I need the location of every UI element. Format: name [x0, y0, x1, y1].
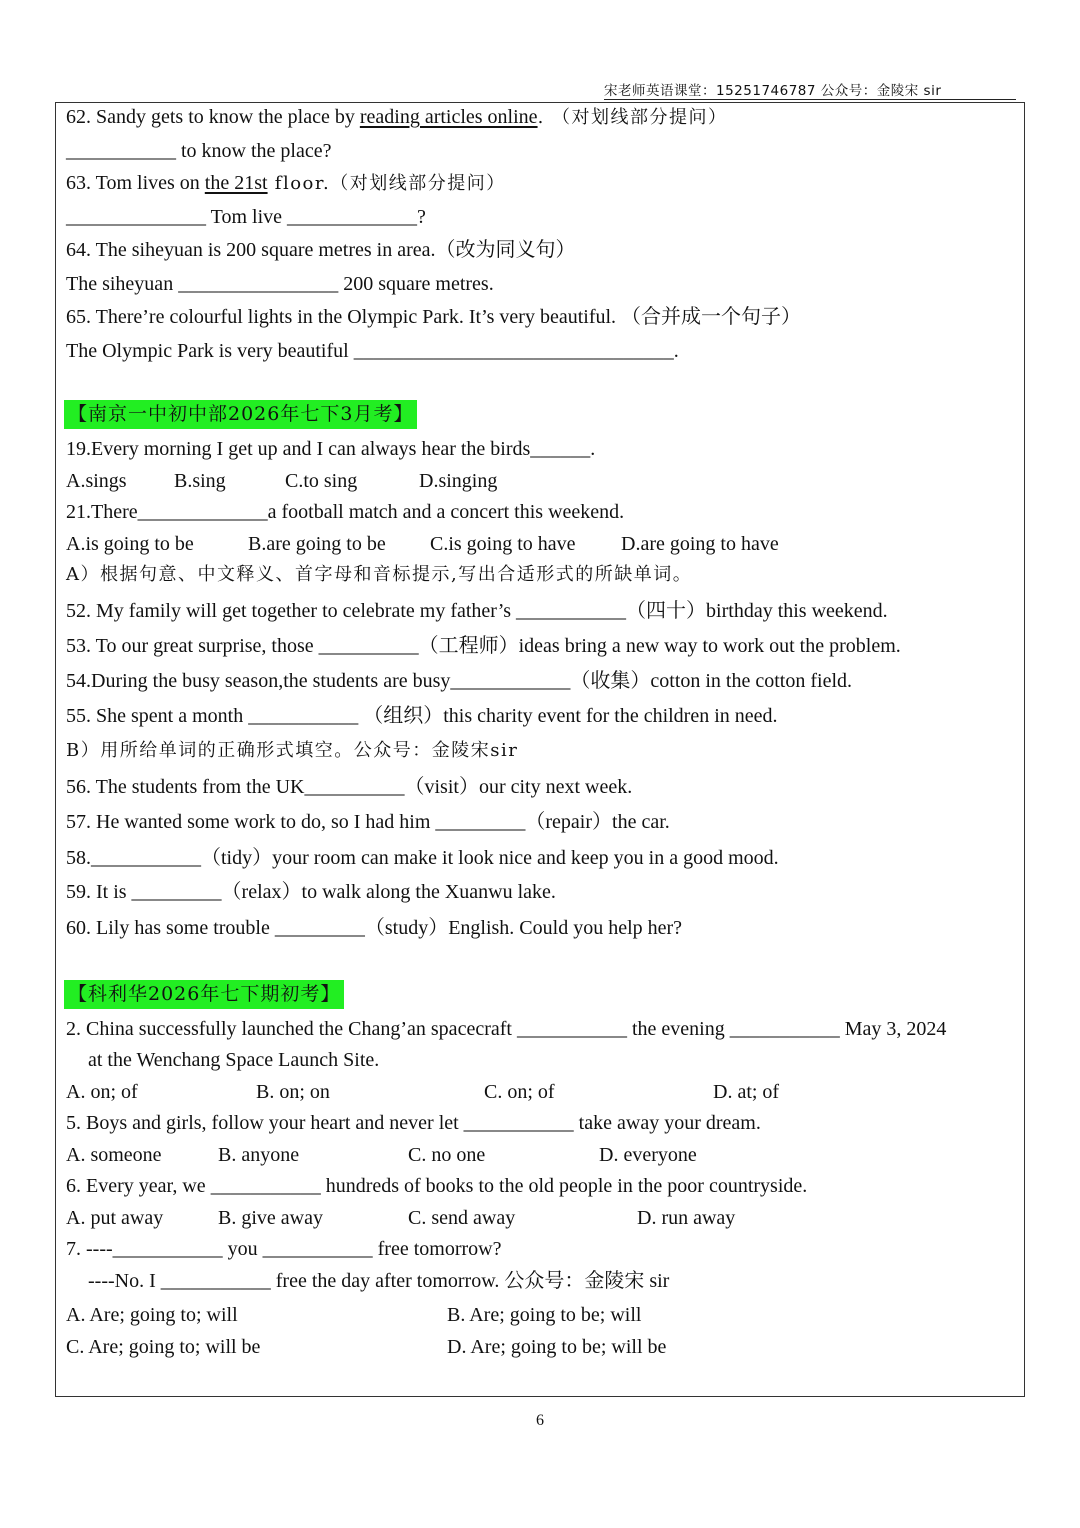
- question-54: 54.During the busy season,the students are busy____________（收集）cotton in the cotton field.: [66, 670, 853, 692]
- header-rule: [604, 99, 1016, 100]
- q21-option-d: D.are going to have: [621, 533, 779, 555]
- q7-option-d: D. Are; going to be; will be: [447, 1336, 667, 1358]
- q62-pre: 62. Sandy gets to know the place by: [66, 106, 360, 128]
- question-57: 57. He wanted some work to do, so I had him _________（repair）the car.: [66, 811, 670, 833]
- q6-option-c: C. send away: [408, 1207, 516, 1229]
- q62-underlined: reading articles online: [359, 106, 538, 128]
- question-60: 60. Lily has some trouble _________（study）English. Could you help her?: [66, 917, 683, 939]
- question-19: 19.Every morning I get up and I can always hear the birds______.: [66, 438, 596, 460]
- q2-option-a: A. on; of: [66, 1081, 138, 1103]
- question-63: [66, 170, 506, 197]
- q21-option-b: B.are going to be: [248, 533, 386, 555]
- q19-option-d: D.singing: [419, 470, 498, 492]
- q5-option-b: B. anyone: [218, 1144, 300, 1166]
- q63-pre: 63. Tom lives on: [66, 172, 205, 194]
- q19-option-b: B.sing: [174, 470, 226, 492]
- question-65-answer: The Olympic Park is very beautiful ________________________________.: [66, 340, 679, 362]
- q63-post: floor.（对划线部分提问）: [267, 173, 506, 194]
- q21-option-c: C.is going to have: [430, 533, 576, 555]
- q5-option-a: A. someone: [66, 1144, 162, 1166]
- question-2-cont: at the Wenchang Space Launch Site.: [88, 1049, 380, 1071]
- q6-option-d: D. run away: [637, 1207, 736, 1229]
- q7-option-b: B. Are; going to be; will: [447, 1304, 642, 1326]
- q21-option-a: A.is going to be: [66, 533, 194, 555]
- question-53: 53. To our great surprise, those __________（工程师）ideas bring a new way to work out the problem.: [66, 635, 901, 657]
- question-52: 52. My family will get together to celebrate my father’s ___________（四十）birthday this weekend.: [66, 600, 888, 622]
- question-59: 59. It is _________（relax）to walk along the Xuanwu lake.: [66, 881, 556, 903]
- q2-option-b: B. on; on: [256, 1081, 330, 1103]
- question-62: [66, 104, 728, 131]
- question-64-answer: The siheyuan ________________ 200 square metres.: [66, 273, 494, 295]
- question-6: 6. Every year, we ___________ hundreds of books to the old people in the poor countryside.: [66, 1175, 808, 1197]
- question-56: 56. The students from the UK__________（visit）our city next week.: [66, 776, 633, 798]
- question-7-reply: ----No. I ___________ free the day after tomorrow. 公众号：金陵宋 sir: [88, 1270, 670, 1292]
- question-5: 5. Boys and girls, follow your heart and never let ___________ take away your dream.: [66, 1112, 761, 1134]
- question-21: 21.There_____________a football match and a concert this weekend.: [66, 501, 625, 523]
- q2-option-d: D. at; of: [713, 1081, 780, 1103]
- section-tag-nanjing: 【南京一中初中部2026年七下3月考】: [64, 400, 417, 429]
- question-55: 55. She spent a month ___________ （组织）this charity event for the children in need.: [66, 705, 778, 727]
- question-7: 7. ----___________ you ___________ free tomorrow?: [66, 1238, 502, 1260]
- q63-underlined: the 21st: [204, 172, 268, 194]
- q19-option-c: C.to sing: [285, 470, 358, 492]
- question-2: 2. China successfully launched the Chang’an spacecraft ___________ the evening ___________ May 3, 2024: [66, 1018, 947, 1040]
- q7-option-c: C. Are; going to; will be: [66, 1336, 261, 1358]
- question-62-answer: ___________ to know the place?: [66, 140, 332, 162]
- question-63-answer: ______________ Tom live _____________?: [66, 206, 426, 228]
- q2-option-c: C. on; of: [484, 1081, 555, 1103]
- q6-option-b: B. give away: [218, 1207, 323, 1229]
- part-a-instruction: A）根据句意、中文释义、首字母和音标提示,写出合适形式的所缺单词。: [66, 564, 693, 585]
- q5-option-c: C. no one: [408, 1144, 486, 1166]
- q19-option-a: A.sings: [66, 470, 127, 492]
- q7-option-a: A. Are; going to; will: [66, 1304, 238, 1326]
- question-64: 64. The siheyuan is 200 square metres in area.（改为同义句）: [66, 239, 576, 261]
- q6-option-a: A. put away: [66, 1207, 164, 1229]
- q5-option-d: D. everyone: [599, 1144, 697, 1166]
- section-tag-kelihua: 【科利华2026年七下期初考】: [64, 980, 344, 1009]
- page-header: 宋老师英语课堂：15251746787 公众号：金陵宋 sir: [604, 83, 942, 99]
- part-b-instruction: B）用所给单词的正确形式填空。公众号：金陵宋sir: [66, 740, 519, 761]
- q62-post: . （对划线部分提问）: [537, 107, 728, 128]
- question-65: 65. There’re colourful lights in the Olympic Park. It’s very beautiful. （合并成一个句子）: [66, 306, 802, 328]
- page-number: 6: [536, 1412, 544, 1429]
- question-58: 58.___________（tidy）your room can make it look nice and keep you in a good mood.: [66, 847, 779, 869]
